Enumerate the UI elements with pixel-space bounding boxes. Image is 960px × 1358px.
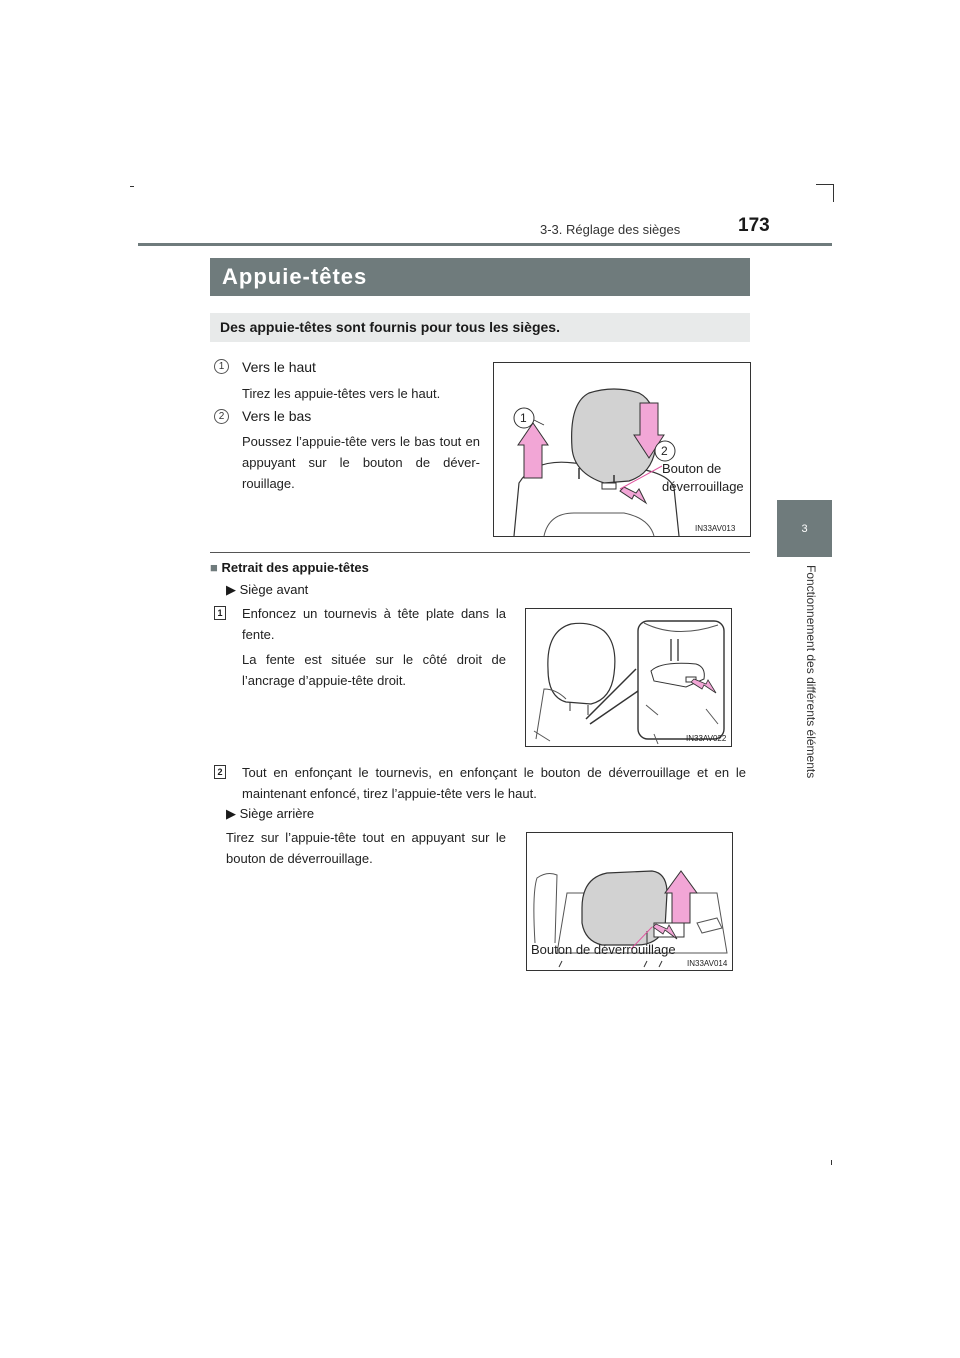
callout-number: 2 [661,444,668,458]
step-text: Enfoncez un tournevis à tête plate dans la fente. [242,606,506,642]
step-number: 2 [214,765,226,779]
figure-code: IN33AV013 [695,524,736,533]
header-rule [138,243,832,246]
running-header: 3-3. Réglage des sièges [540,222,681,237]
section-title-bar [210,258,750,296]
release-button-label: Bouton de déverrouillage [531,942,676,957]
callout-number: 1 [520,411,527,425]
square-bullet-icon: ■ [210,560,218,575]
chapter-tab [777,500,832,557]
step-text: Tout en enfonçant le tournevis, en enfonçant le bouton de déverrouillage et en le maintenant enfoncé, tirez l’appuie-tête vers le haut. [242,765,746,801]
step-note: La fente est située sur le côté droit de l’ancrage d’appuie-tête droit. [242,652,506,688]
step-number: 1 [214,606,226,620]
intro-text: Des appuie-têtes sont fournis pour tous les sièges. [220,319,560,335]
step-title: Vers le haut [242,359,316,375]
chapter-title: Fonctionnement des différents éléments [804,565,818,779]
removal-heading-text: Retrait des appuie-têtes [221,560,369,575]
triangle-bullet-icon: ▶ [226,806,236,821]
front-seat-label [226,582,308,598]
step-title: Vers le bas [242,408,312,424]
front-seat-text: Siège avant [239,582,309,597]
step-number: 2 [214,409,229,424]
section-separator [210,552,750,553]
figure-front-seat-removal [525,608,732,747]
chapter-number: 3 [801,522,808,535]
page-number: 173 [738,215,770,236]
crop-mark [816,184,834,185]
release-button-label: Bouton de [662,461,722,476]
step-text: Tirez les appuie-têtes vers le haut. [242,386,441,401]
step-number: 1 [214,359,229,374]
figure-rear-seat-removal [526,832,733,971]
figure-headrest-adjust [493,362,751,537]
crop-mark [130,186,134,187]
front-seat-removal-illustration [526,609,731,746]
crop-mark [831,1160,832,1165]
rear-seat-label [226,806,314,822]
headrest-adjust-illustration [494,363,750,536]
intro-bar [210,313,750,342]
figure-code: IN33AV022 [686,734,727,743]
section-title: Appuie-têtes [222,264,368,289]
step-text: Poussez l’appuie-tête vers le bas tout en appuyant sur le bouton de déver-rouillage. [242,434,480,491]
triangle-bullet-icon: ▶ [226,582,236,597]
crop-mark [833,184,834,202]
release-button-label: déverrouillage [662,479,744,494]
removal-heading [210,560,369,575]
rear-seat-text: Siège arrière [239,806,315,821]
figure-code: IN33AV014 [687,959,728,968]
rear-seat-instruction: Tirez sur l’appuie-tête tout en appuyant sur le bouton de déverrouillage. [226,830,506,866]
